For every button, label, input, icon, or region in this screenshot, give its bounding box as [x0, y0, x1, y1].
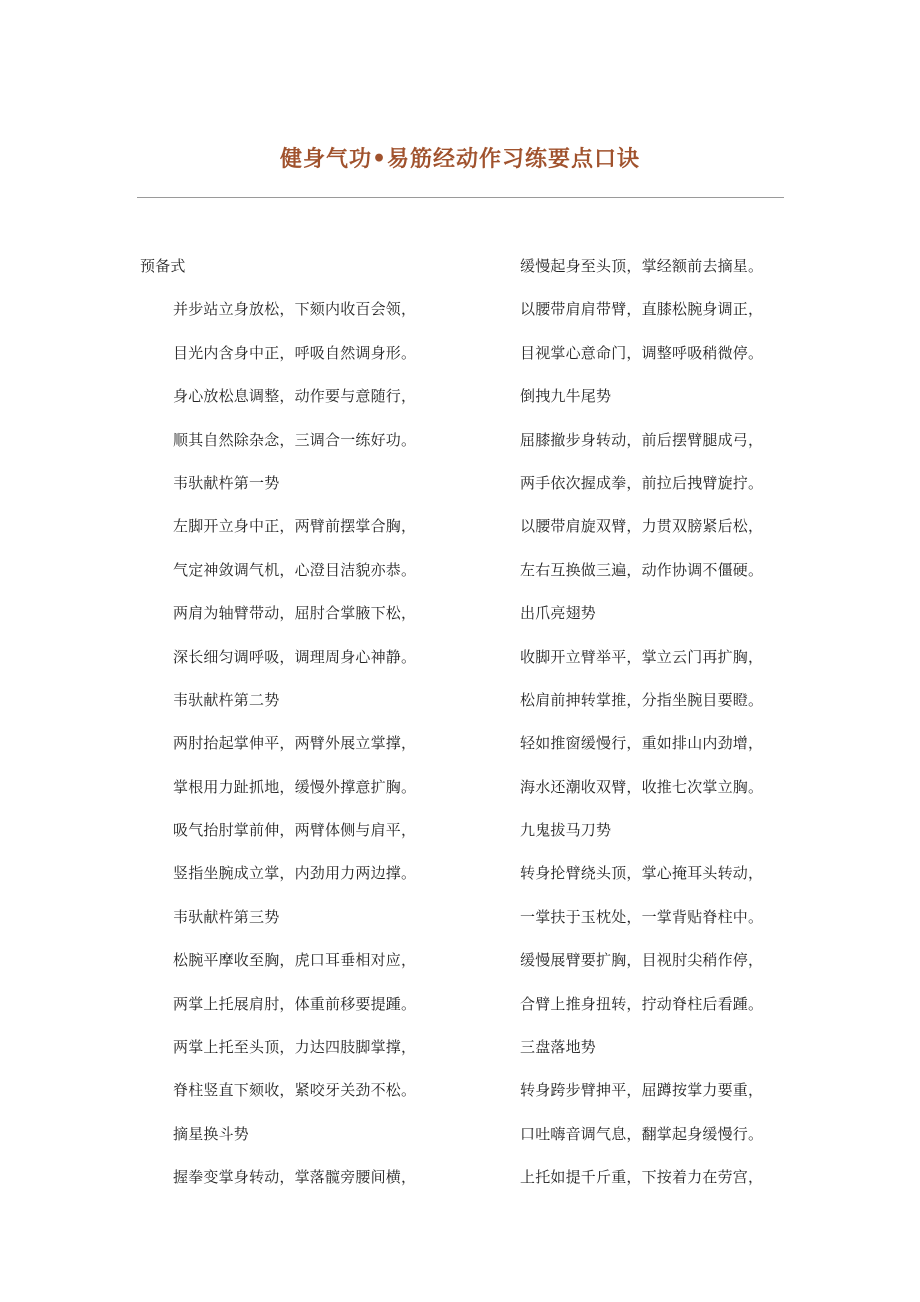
verse-line: 并步站立身放松，下颏内收百会领，	[173, 300, 417, 319]
section-heading: 韦驮献杵第三势	[173, 907, 280, 926]
verse-line: 两掌上托展肩肘，体重前移要提踵。	[173, 994, 417, 1013]
verse-line: 深长细匀调呼吸，调理周身心神静。	[173, 647, 417, 666]
verse-line: 松腕平摩收至胸，虎口耳垂相对应，	[173, 951, 417, 970]
verse-line: 收脚开立臂举平，掌立云门再扩胸，	[520, 647, 764, 666]
section-heading: 三盘落地势	[520, 1038, 597, 1057]
verse-line: 目视掌心意命门，调整呼吸稍微停。	[520, 343, 764, 362]
verse-line: 左右互换做三遍，动作协调不僵硬。	[520, 560, 764, 579]
verse-line: 握拳变掌身转动，掌落髋旁腰间横，	[173, 1168, 417, 1187]
verse-line: 口吐嗨音调气息，翻掌起身缓慢行。	[520, 1124, 764, 1143]
section-heading: 韦驮献杵第二势	[173, 690, 280, 709]
verse-line: 以腰带肩旋双臂，力贯双膀紧后松，	[520, 517, 764, 536]
verse-line: 脊柱竖直下颏收，紧咬牙关劲不松。	[173, 1081, 417, 1100]
title-divider	[137, 197, 784, 198]
verse-line: 缓慢展臂要扩胸，目视肘尖稍作停，	[520, 951, 764, 970]
verse-line: 缓慢起身至头顶，掌经额前去摘星。	[520, 257, 764, 275]
verse-line: 身心放松息调整，动作要与意随行，	[173, 387, 417, 406]
verse-line: 两手依次握成拳，前拉后拽臂旋拧。	[520, 473, 764, 492]
verse-line: 轻如推窗缓慢行，重如排山内劲增，	[520, 734, 764, 753]
verse-line: 目光内含身中正，呼吸自然调身形。	[173, 343, 417, 362]
section-heading: 摘星换斗势	[173, 1124, 250, 1143]
verse-line: 顺其自然除杂念，三调合一练好功。	[173, 430, 417, 449]
verse-line: 一掌扶于玉枕处，一掌背贴脊柱中。	[520, 907, 764, 926]
verse-line: 松肩前抻转掌推，分指坐腕目要瞪。	[520, 690, 764, 709]
verse-line: 掌根用力趾抓地，缓慢外撑意扩胸。	[173, 777, 417, 796]
section-heading: 出爪亮翅势	[520, 604, 597, 623]
verse-line: 两掌上托至头顶，力达四肢脚掌撑，	[173, 1038, 417, 1057]
verse-line: 转身抡臂绕头顶，掌心掩耳头转动，	[520, 864, 764, 883]
section-heading: 九鬼拔马刀势	[520, 821, 612, 840]
verse-line: 以腰带肩肩带臂，直膝松腕身调正，	[520, 300, 764, 319]
section-heading: 预备式	[140, 257, 186, 275]
verse-line: 海水还潮收双臂，收推七次掌立胸。	[520, 777, 764, 796]
verse-line: 屈膝撤步身转动，前后摆臂腿成弓，	[520, 430, 764, 449]
section-heading: 倒拽九牛尾势	[520, 387, 612, 406]
document-title: 健身气功•易筋经动作习练要点口诀	[279, 146, 641, 172]
verse-line: 气定神敛调气机，心澄目洁貌亦恭。	[173, 560, 417, 579]
verse-line: 两肘抬起掌伸平，两臂外展立掌撑，	[173, 734, 417, 753]
right-text-column	[520, 254, 820, 1209]
left-text-column	[140, 254, 440, 1209]
verse-line: 两肩为轴臂带动，屈肘合掌腋下松，	[173, 604, 417, 623]
verse-line: 吸气抬肘掌前伸，两臂体侧与肩平，	[173, 821, 417, 840]
verse-line: 竖指坐腕成立掌，内劲用力两边撑。	[173, 864, 417, 883]
verse-line: 合臂上推身扭转，拧动脊柱后看踵。	[520, 994, 764, 1013]
section-heading: 韦驮献杵第一势	[173, 473, 280, 492]
verse-line: 左脚开立身中正，两臂前摆掌合胸，	[173, 517, 417, 536]
verse-line: 转身跨步臂抻平，屈蹲按掌力要重，	[520, 1081, 764, 1100]
verse-line: 上托如提千斤重，下按着力在劳宫，	[520, 1168, 764, 1187]
